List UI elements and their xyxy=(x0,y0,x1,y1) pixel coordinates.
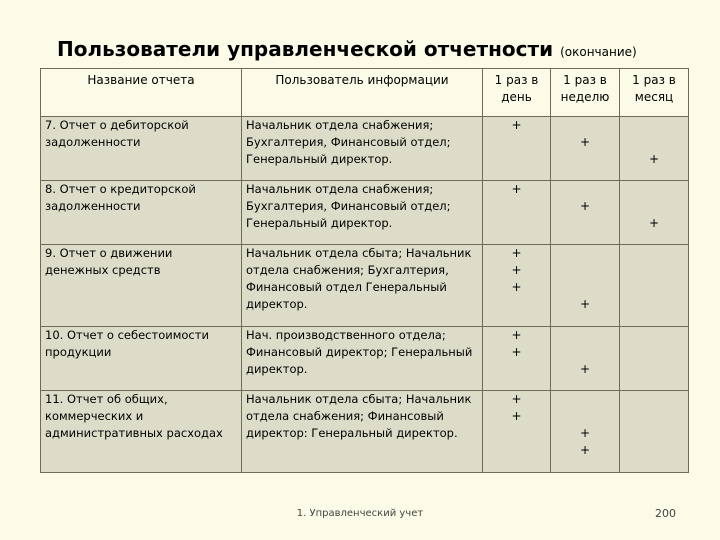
plus-mark: + xyxy=(648,152,660,166)
weekly-mark xyxy=(551,181,620,245)
plus-mark: + xyxy=(511,409,522,423)
daily-mark xyxy=(483,181,551,245)
header-user: Пользователь информации xyxy=(242,69,483,117)
report-name: 7. Отчет о дебиторской задолженности xyxy=(41,117,242,181)
report-users: Начальник отдела снабжения; Бухгалтерия, Финансовый отдел; Генеральный директор. xyxy=(242,117,483,181)
plus-mark: + xyxy=(579,199,591,213)
daily-mark xyxy=(483,391,551,473)
plus-mark: + xyxy=(579,443,591,457)
title-subtitle: (окончание) xyxy=(560,45,637,59)
report-name: 9. Отчет о движении денежных средств xyxy=(41,245,242,327)
header-daily: 1 раз в день xyxy=(483,69,551,117)
table-row xyxy=(41,391,689,473)
header-monthly: 1 раз в месяц xyxy=(620,69,689,117)
monthly-mark xyxy=(620,391,689,473)
slide-footer: 1. Управленческий учет xyxy=(296,508,424,519)
weekly-mark xyxy=(551,391,620,473)
table-row xyxy=(41,117,689,181)
report-name: 10. Отчет о себестоимости продукции xyxy=(41,327,242,391)
header-weekly: 1 раз в неделю xyxy=(551,69,620,117)
plus-mark: + xyxy=(511,246,522,260)
daily-mark xyxy=(483,117,551,181)
report-name: 11. Отчет об общих, коммерческих и административных расходах xyxy=(41,391,242,473)
title-text: Пользователи управленческой отчетности xyxy=(57,37,554,61)
plus-mark: + xyxy=(579,362,591,376)
plus-mark: + xyxy=(579,426,591,440)
plus-mark: + xyxy=(511,328,522,342)
report-name: 8. Отчет о кредиторской задолженности xyxy=(41,181,242,245)
plus-mark: + xyxy=(511,118,522,132)
monthly-mark xyxy=(620,245,689,327)
plus-mark: + xyxy=(648,216,660,230)
slide-title xyxy=(57,37,637,61)
header-row xyxy=(41,69,689,117)
table-row xyxy=(41,181,689,245)
plus-mark: + xyxy=(579,297,591,311)
plus-mark: + xyxy=(511,280,522,294)
monthly-mark xyxy=(620,181,689,245)
report-users: Начальник отдела снабжения; Бухгалтерия, Финансовый отдел; Генеральный директор. xyxy=(242,181,483,245)
monthly-mark xyxy=(620,117,689,181)
users-table xyxy=(40,68,689,473)
plus-mark: + xyxy=(511,263,522,277)
weekly-mark xyxy=(551,245,620,327)
table-row xyxy=(41,245,689,327)
report-users: Начальник отдела сбыта; Начальник отдела снабжения; Финансовый директор: Генеральный директор. xyxy=(242,391,483,473)
report-users: Нач. производственного отдела; Финансовый директор; Генеральный директор. xyxy=(242,327,483,391)
daily-mark xyxy=(483,245,551,327)
weekly-mark xyxy=(551,327,620,391)
plus-mark: + xyxy=(579,135,591,149)
report-users: Начальник отдела сбыта; Начальник отдела снабжения; Бухгалтерия, Финансовый отдел Генеральный директор. xyxy=(242,245,483,327)
plus-mark: + xyxy=(511,345,522,359)
plus-mark: + xyxy=(511,182,522,196)
weekly-mark xyxy=(551,117,620,181)
table-row xyxy=(41,327,689,391)
page-number: 200 xyxy=(655,507,676,520)
monthly-mark xyxy=(620,327,689,391)
daily-mark xyxy=(483,327,551,391)
plus-mark: + xyxy=(511,392,522,406)
header-report-name: Название отчета xyxy=(41,69,242,117)
